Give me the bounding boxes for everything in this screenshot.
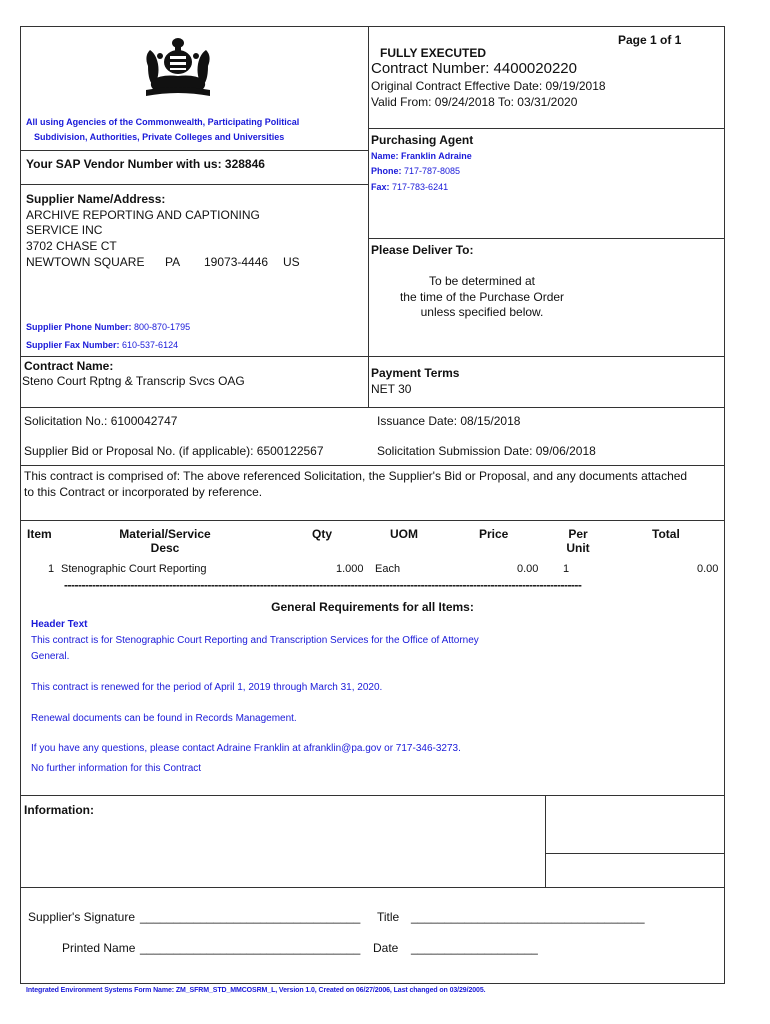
- date-label: Date: [373, 941, 399, 955]
- row-item-per: 1: [563, 563, 570, 575]
- agent-fax: [371, 182, 448, 192]
- information-label: Information:: [24, 803, 94, 817]
- agent-fax-label: Fax:: [371, 182, 390, 192]
- row-item-number: 1: [48, 563, 55, 575]
- row-item-qty: 1.000: [336, 563, 364, 575]
- divider-signature: [20, 887, 725, 888]
- contract-name-value: Steno Court Rptng & Transcrip Svcs OAG: [22, 374, 245, 388]
- col-material: [100, 527, 230, 555]
- col-item: Item: [27, 527, 52, 541]
- commonwealth-seal-logo: [138, 36, 218, 100]
- divider-right-top: [368, 128, 725, 129]
- agencies-line-2: Subdivision, Authorities, Private Colleges and Universities: [34, 132, 285, 142]
- deliver-to-title: Please Deliver To:: [371, 243, 474, 257]
- general-p5: No further information for this Contract: [31, 763, 202, 774]
- deliver-line-1: To be determined at: [428, 274, 536, 288]
- status-fully-executed: FULLY EXECUTED: [380, 46, 487, 60]
- divider-information: [20, 795, 725, 796]
- comprised-line-2: to this Contract or incorporated by reference.: [24, 485, 263, 499]
- divider-info-right-h: [545, 853, 725, 854]
- supplier-fax-value: 610-537-6124: [122, 340, 179, 350]
- supplier-zip: 19073-4446: [204, 255, 269, 269]
- contract-name-label: Contract Name:: [24, 359, 114, 373]
- deliver-line-3: unless specified below.: [420, 305, 544, 319]
- divider-contract-name: [20, 356, 725, 357]
- header-text-label: Header Text: [31, 619, 88, 630]
- title-label: Title: [377, 910, 400, 924]
- agent-name-label: Name:: [371, 151, 399, 161]
- divider-left-supplier: [20, 184, 368, 185]
- supplier-phone-label: Supplier Phone Number:: [26, 322, 132, 332]
- general-requirements-title: General Requirements for all Items:: [271, 600, 474, 614]
- outer-border-top: [20, 26, 725, 27]
- supplier-state: PA: [165, 255, 181, 269]
- agent-phone: [371, 166, 460, 176]
- row-item-desc: Stenographic Court Reporting: [61, 563, 207, 575]
- supplier-phone: [26, 322, 190, 332]
- row-item-price: 0.00: [517, 563, 539, 575]
- supplier-name-1: ARCHIVE REPORTING AND CAPTIONING: [26, 208, 260, 222]
- valid-date-range: Valid From: 09/24/2018 To: 03/31/2020: [371, 95, 578, 109]
- sap-vendor-number: Your SAP Vendor Number with us: 328846: [26, 157, 265, 171]
- form-name-footer: Integrated Environment Systems Form Name: ZM_SFRM_STD_MMCOSRM_L, Version 1.0, Created on 06/27/2006, Last changed on 03/29/2005.: [26, 987, 486, 994]
- supplier-signature-label: Supplier's Signature: [28, 910, 136, 924]
- submission-date: Solicitation Submission Date: 09/06/2018: [377, 444, 596, 458]
- supplier-street: 3702 CHASE CT: [26, 239, 117, 253]
- col-per-line-1: Per: [568, 527, 588, 541]
- outer-border-right: [724, 26, 725, 984]
- general-p2: This contract is renewed for the period of April 1, 2019 through March 31, 2020.: [31, 682, 383, 693]
- payment-terms-value: NET 30: [371, 382, 412, 396]
- col-total: Total: [652, 527, 680, 541]
- row-item-uom: Each: [375, 563, 401, 575]
- title-field[interactable]: ___________________________________: [411, 910, 645, 924]
- col-per-line-2: Unit: [566, 541, 590, 555]
- agent-name-value: Franklin Adraine: [401, 151, 472, 161]
- supplier-country: US: [283, 255, 300, 269]
- agent-name: [371, 151, 472, 161]
- printed-name-field[interactable]: _________________________________: [140, 941, 361, 955]
- divider-items: [20, 520, 725, 521]
- header-vertical-divider: [368, 26, 369, 408]
- row-item-total: 0.00: [697, 563, 719, 575]
- supplier-label: Supplier Name/Address:: [26, 192, 166, 206]
- divider-info-right-v: [545, 795, 546, 887]
- divider-comprised: [20, 465, 725, 466]
- agent-fax-value: 717-783-6241: [392, 182, 449, 192]
- divider-right-deliver: [368, 238, 725, 239]
- solicitation-number: Solicitation No.: 6100042747: [24, 414, 178, 428]
- general-p3: Renewal documents can be found in Records Management.: [31, 713, 297, 724]
- col-per-unit: [556, 527, 600, 555]
- general-p1-line-1: This contract is for Stenographic Court Reporting and Transcription Services for the Office of Attorney: [31, 635, 479, 646]
- col-material-line-1: Material/Service: [119, 527, 211, 541]
- deliver-line-2: the time of the Purchase Order: [399, 290, 565, 304]
- page-indicator: Page 1 of 1: [618, 33, 682, 47]
- col-material-line-2: Desc: [150, 541, 180, 555]
- divider-solicitation: [20, 407, 725, 408]
- printed-name-label: Printed Name: [62, 941, 136, 955]
- agent-phone-value: 717-787-8085: [404, 166, 461, 176]
- divider-left-sap: [20, 150, 368, 151]
- issuance-date: Issuance Date: 08/15/2018: [377, 414, 521, 428]
- outer-border-left: [20, 26, 21, 984]
- comprised-line-1: This contract is comprised of: The above referenced Solicitation, the Supplier's Bid or Proposal, and any documents attached: [24, 469, 688, 483]
- col-price: Price: [479, 527, 509, 541]
- agencies-line-1: All using Agencies of the Commonwealth, Participating Political: [26, 117, 300, 127]
- items-separator: ----------------------------------------------------------------------------------------------------------------------------------------------------: [64, 578, 582, 592]
- general-p4: If you have any questions, please contact Adraine Franklin at afranklin@pa.gov or 717-346-3273.: [31, 743, 461, 754]
- supplier-fax: [26, 340, 178, 350]
- general-p1-line-2: General.: [31, 651, 70, 662]
- contract-number: Contract Number: 4400020220: [371, 60, 577, 77]
- date-field[interactable]: ___________________: [411, 941, 538, 955]
- col-uom: UOM: [390, 527, 418, 541]
- supplier-fax-label: Supplier Fax Number:: [26, 340, 120, 350]
- original-effective-date: Original Contract Effective Date: 09/19/2018: [371, 79, 606, 93]
- supplier-signature-field[interactable]: _________________________________: [140, 910, 361, 924]
- agent-phone-label: Phone:: [371, 166, 402, 176]
- supplier-city: NEWTOWN SQUARE: [26, 255, 145, 269]
- purchasing-agent-title: Purchasing Agent: [371, 133, 474, 147]
- col-qty: Qty: [312, 527, 333, 541]
- payment-terms-label: Payment Terms: [371, 366, 460, 380]
- outer-border-bottom: [20, 983, 725, 984]
- supplier-bid-number: Supplier Bid or Proposal No. (if applicable): 6500122567: [24, 444, 324, 458]
- supplier-name-2: SERVICE INC: [26, 223, 103, 237]
- supplier-phone-value: 800-870-1795: [134, 322, 191, 332]
